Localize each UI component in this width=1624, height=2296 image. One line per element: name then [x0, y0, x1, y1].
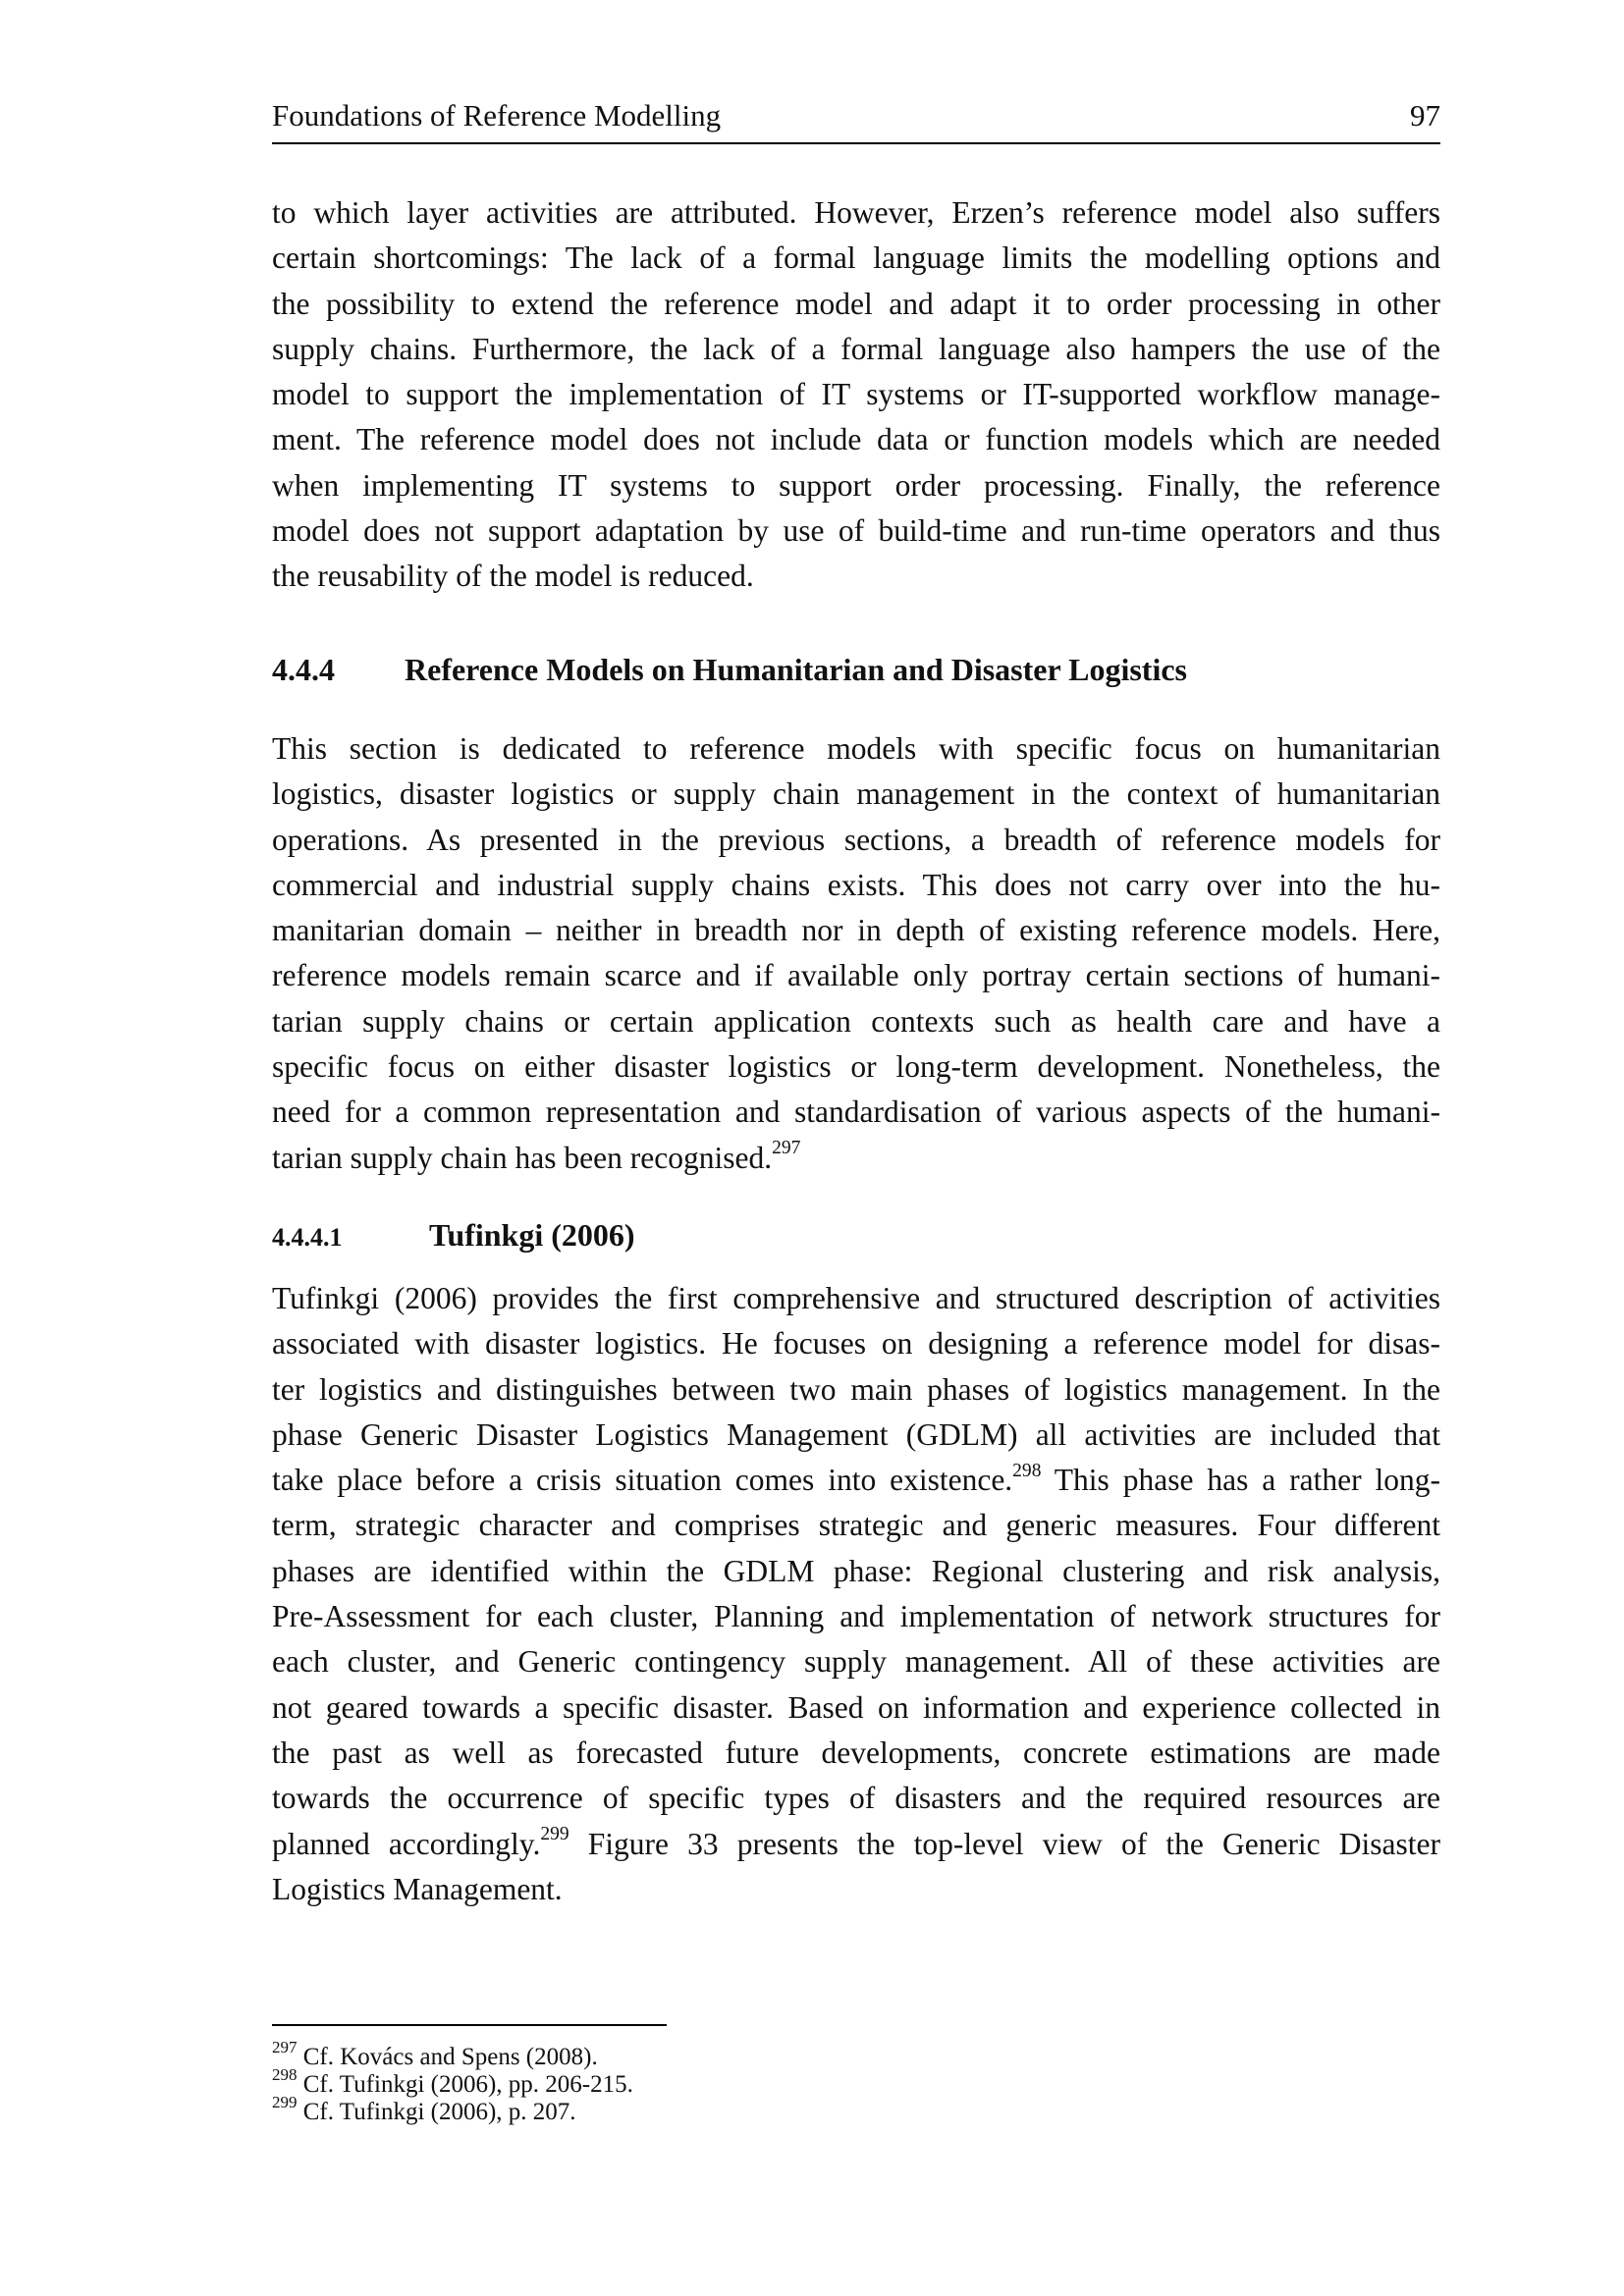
footnote-298	[272, 2065, 633, 2099]
text-line: certain shortcomings: The lack of a formal language limits the modelling options and	[272, 240, 1440, 276]
text-line: the possibility to extend the reference model and adapt it to order processing in other	[272, 286, 1440, 321]
text-line: not geared towards a specific disaster. Based on information and experience collected in	[272, 1689, 1440, 1725]
text-fragment: take place before a crisis situation comes into existence.	[272, 1463, 1013, 1498]
text-line: model does not support adaptation by use of build-time and run-time operators and thus	[272, 513, 1440, 549]
text-line: specific focus on either disaster logistics or long-term development. Nonetheless, the	[272, 1049, 1440, 1085]
page-number: 97	[1410, 98, 1440, 133]
section-title: Reference Models on Humanitarian and Disaster Logistics	[405, 652, 1187, 687]
footnote-299	[272, 2093, 633, 2126]
subsection-number: 4.4.4.1	[272, 1223, 343, 1252]
text-line: commercial and industrial supply chains exists. This does not carry over into the hu-	[272, 867, 1440, 902]
footnote-number: 298	[272, 2065, 298, 2085]
text-line: each cluster, and Generic contingency supply management. All of these activities are	[272, 1644, 1440, 1680]
footnote-text: Cf. Tufinkgi (2006), p. 207.	[297, 2099, 576, 2125]
text-fragment: tarian supply chain has been recognised.	[272, 1140, 773, 1175]
running-header	[272, 96, 1440, 135]
text-line: when implementing IT systems to support order processing. Finally, the reference	[272, 467, 1440, 503]
text-line: ter logistics and distinguishes between two main phases of logistics management. In the	[272, 1371, 1440, 1407]
footnote-297	[272, 2038, 633, 2071]
paragraph-tufinkgi	[272, 1276, 1440, 1912]
text-line: supply chains. Furthermore, the lack of a formal language also hampers the use of the	[272, 331, 1440, 366]
text-fragment: planned accordingly.	[272, 1826, 541, 1861]
text-fragment: This phase has a rather long-	[1041, 1463, 1440, 1498]
footnote-number: 299	[272, 2093, 298, 2112]
text-line	[272, 1136, 1440, 1181]
footnote-number: 297	[272, 2038, 298, 2057]
text-line: logistics, disaster logistics or supply chain management in the context of humanitarian	[272, 776, 1440, 812]
subsection-heading-4-4-4-1	[272, 1215, 635, 1261]
footnotes	[272, 2038, 633, 2126]
paragraph-erzen-shortcomings	[272, 190, 1440, 600]
text-line	[272, 1458, 1440, 1503]
footnote-ref-299[interactable]: 299	[540, 1824, 569, 1845]
section-heading-4-4-4	[272, 650, 1187, 689]
text-line: manitarian domain – neither in breadth nor in depth of existing reference models. Here,	[272, 913, 1440, 948]
footnote-text: Cf. Tufinkgi (2006), pp. 206-215.	[297, 2071, 633, 2098]
text-line: to which layer activities are attributed. However, Erzen’s reference model also suffers	[272, 195, 1440, 230]
text-line	[272, 1822, 1440, 1867]
header-rule	[272, 142, 1440, 144]
text-line: This section is dedicated to reference models with specific focus on humanitarian	[272, 731, 1440, 766]
footnote-separator	[272, 2024, 667, 2026]
text-line: Logistics Management.	[272, 1871, 563, 1906]
text-line: reference models remain scarce and if available only portray certain sections of humani-	[272, 958, 1440, 993]
text-line: tarian supply chains or certain application contexts such as health care and have a	[272, 1003, 1440, 1039]
text-line: towards the occurrence of specific types of disasters and the required resources are	[272, 1781, 1440, 1816]
paragraph-humanitarian-intro	[272, 726, 1440, 1181]
text-line: term, strategic character and comprises strategic and generic measures. Four different	[272, 1508, 1440, 1543]
text-line: Tufinkgi (2006) provides the first comprehensive and structured description of activities	[272, 1281, 1440, 1315]
running-title: Foundations of Reference Modelling	[272, 98, 722, 133]
section-number: 4.4.4	[272, 652, 335, 687]
subsection-title: Tufinkgi (2006)	[429, 1217, 635, 1253]
footnote-ref-297[interactable]: 297	[772, 1138, 801, 1159]
text-line: ment. The reference model does not include data or function models which are needed	[272, 422, 1440, 457]
text-line: phase Generic Disaster Logistics Management (GDLM) all activities are included that	[272, 1416, 1440, 1452]
footnote-text: Cf. Kovács and Spens (2008).	[297, 2044, 598, 2070]
text-fragment: Figure 33 presents the top-level view of the Generic Disaster	[568, 1826, 1440, 1861]
text-line: associated with disaster logistics. He focuses on designing a reference model for disas-	[272, 1326, 1440, 1362]
text-line: Pre-Assessment for each cluster, Planning and implementation of network structures for	[272, 1599, 1440, 1634]
text-line: phases are identified within the GDLM phase: Regional clustering and risk analysis,	[272, 1553, 1440, 1588]
text-line: the reusability of the model is reduced.	[272, 559, 754, 594]
text-line: model to support the implementation of IT systems or IT-supported workflow manage-	[272, 377, 1440, 412]
footnote-ref-298[interactable]: 298	[1012, 1460, 1042, 1481]
text-line: operations. As presented in the previous sections, a breadth of reference models for	[272, 822, 1440, 857]
text-line: need for a common representation and standardisation of various aspects of the humani-	[272, 1095, 1440, 1130]
text-line: the past as well as forecasted future developments, concrete estimations are made	[272, 1735, 1440, 1770]
